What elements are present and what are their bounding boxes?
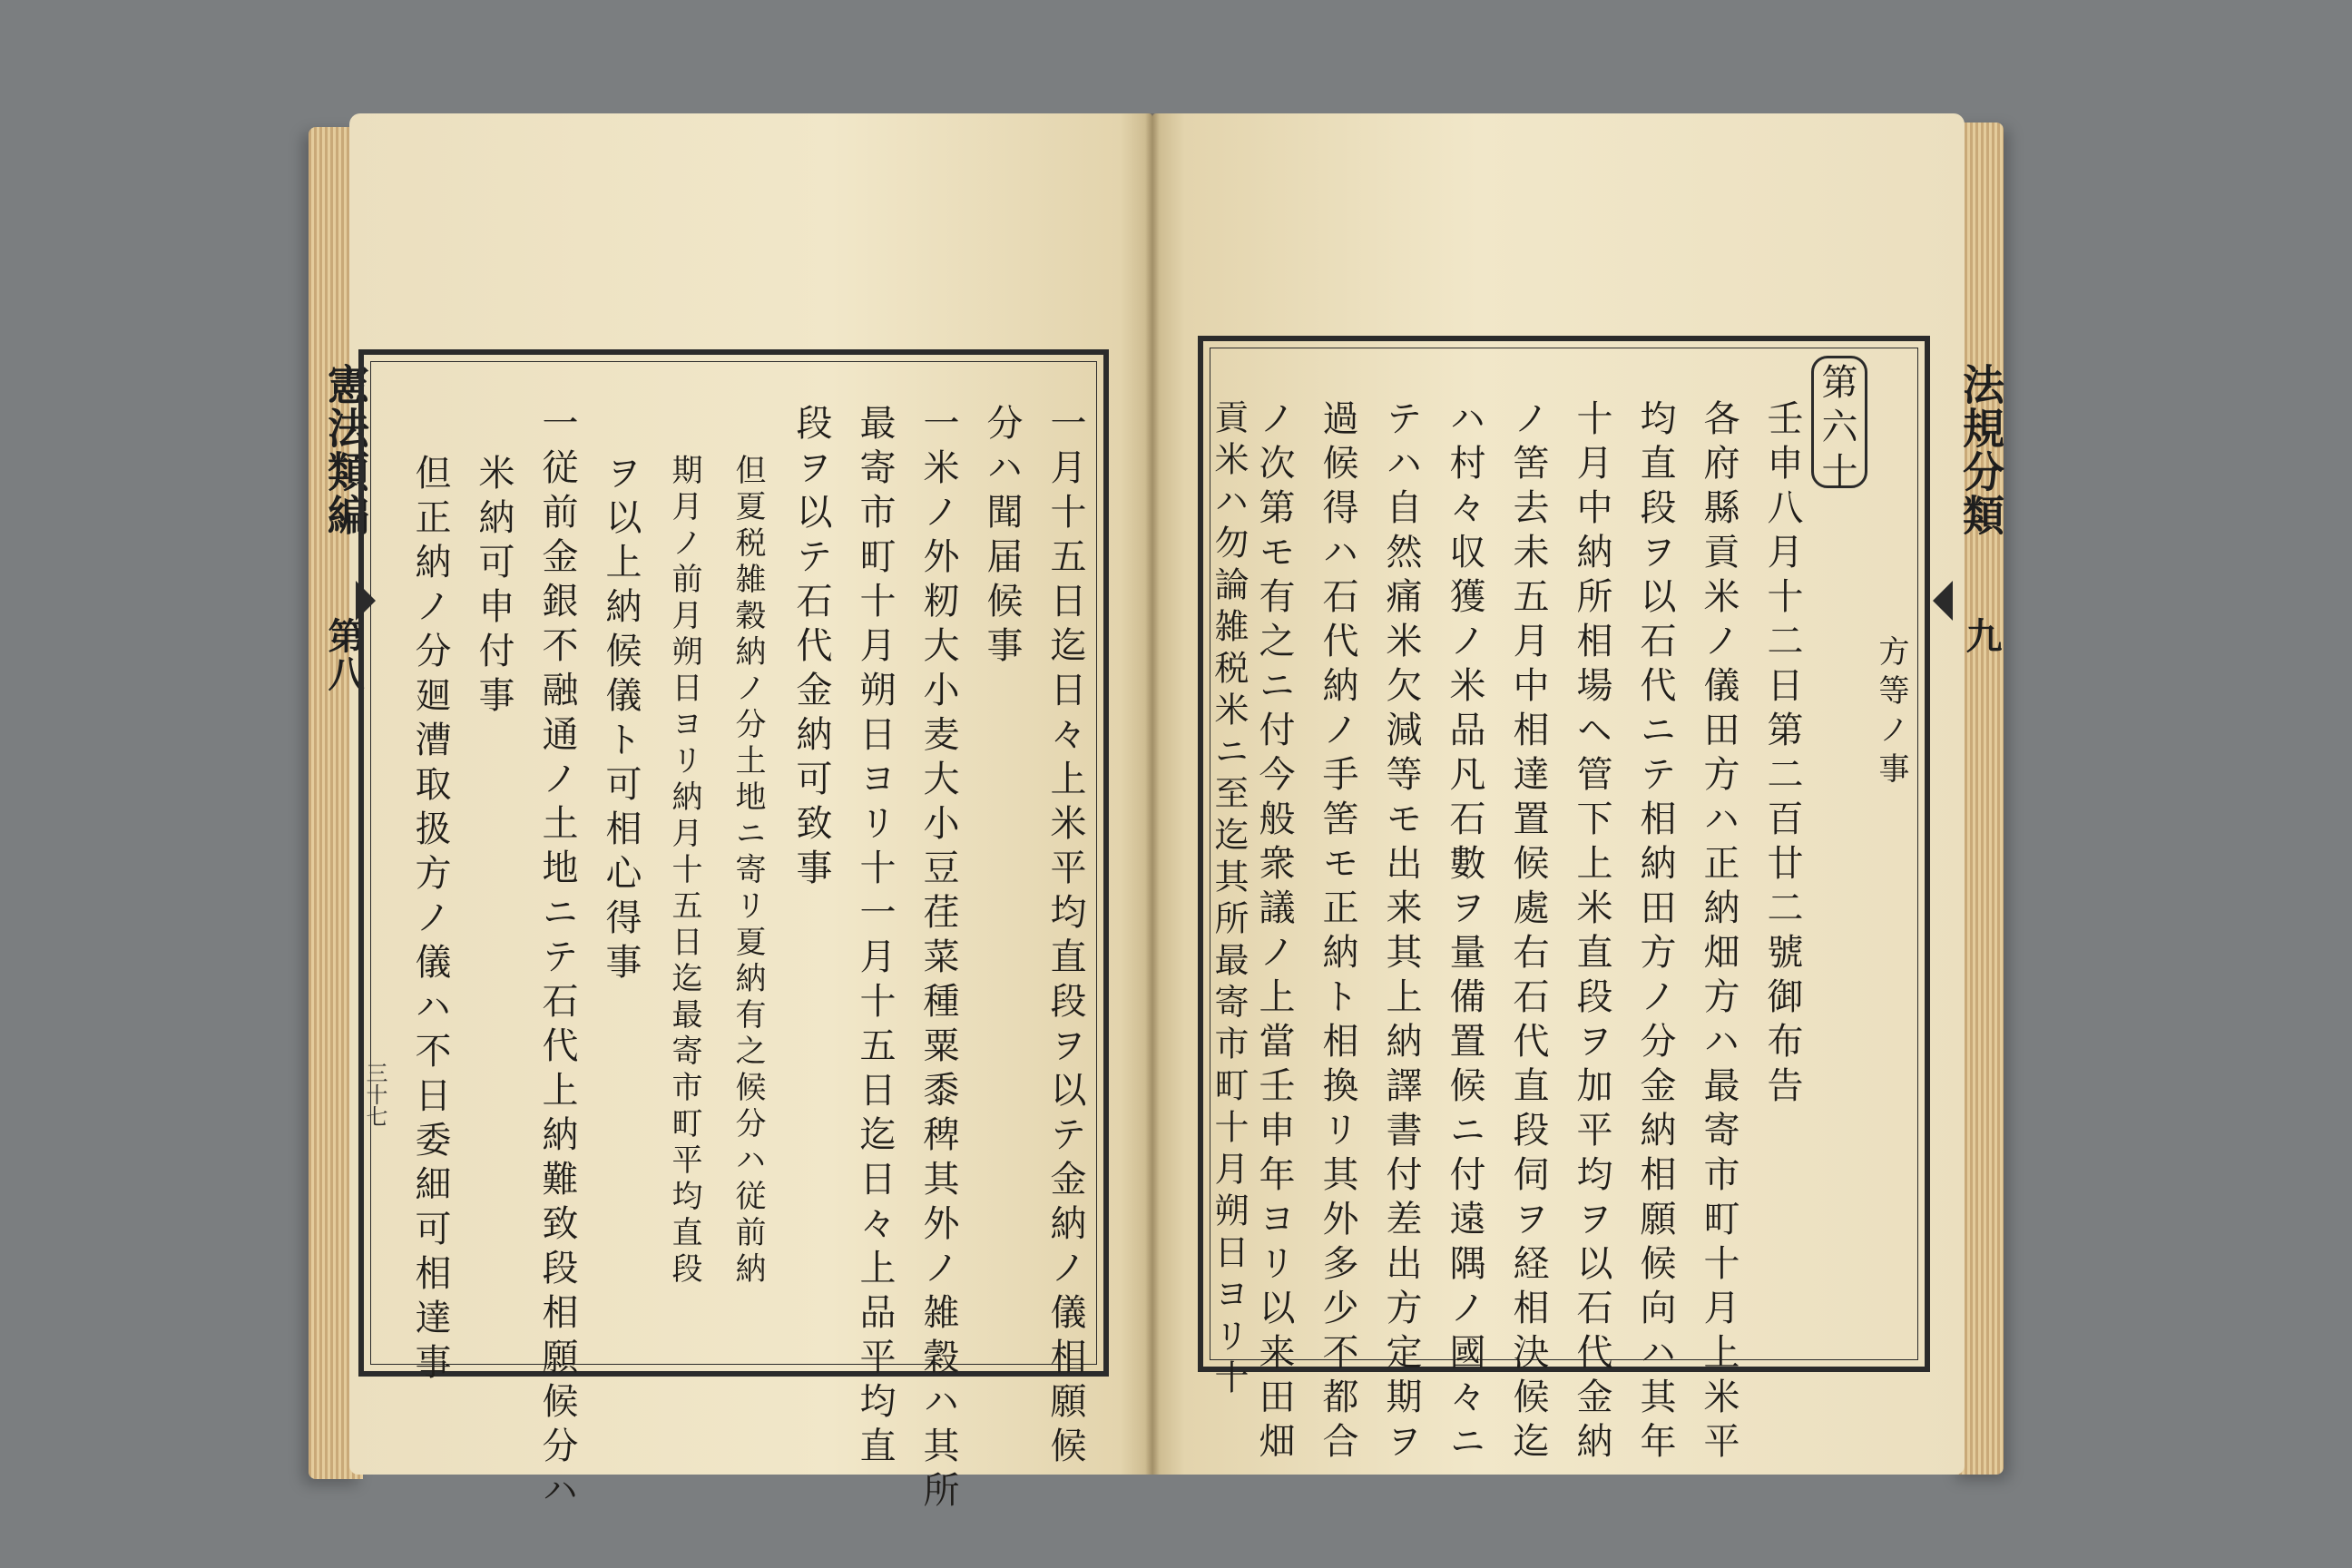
right-edge-title: 法規分類 [1956, 363, 2005, 537]
right-column-6: ハ村々収獲ノ米品凡石數ヲ量備置候ニ付遠隅ノ國々ニ [1444, 399, 1485, 1466]
left-column-5: 段ヲ以テ石代金納可致事 [790, 404, 832, 893]
left-column-4: 最寄市町十月朔日ヨリ十一月十五日迄日々上品平均直 [854, 404, 896, 1471]
left-folio-number: 三十七 [362, 1062, 387, 1127]
right-column-top: 方等ノ事 [1873, 635, 1909, 791]
left-column-11: 但正納ノ分廻漕取扱方ノ儀ハ不日委細可相達事 [409, 454, 451, 1387]
right-column-2: 各府縣貢米ノ儀田方ハ正納畑方ハ最寄市町十月上米平 [1698, 399, 1740, 1466]
left-column-8: ヲ以上納候儀ト可相心得事 [600, 454, 642, 987]
left-column-1: 一月十五日迄日々上米平均直段ヲ以テ金納ノ儀相願候 [1044, 404, 1086, 1471]
left-column-3: 一米ノ外籾大小麦大小豆荏菜種粟黍稗其外ノ雑穀ハ其所 [917, 404, 959, 1515]
left-column-9: 一従前金銀不融通ノ土地ニテ石代上納難致段相願候分ハ [536, 404, 578, 1515]
right-column-3: 均直段ヲ以石代ニテ相納田方ノ分金納相願候向ハ其年 [1634, 399, 1676, 1466]
section-label: 第六十 [1816, 363, 1857, 496]
left-column-10: 米納可申付事 [473, 454, 514, 720]
left-column-7: 期月ノ前月朔日ヨリ納月十五日迄最寄市町平均直段 [666, 454, 702, 1289]
right-column-1: 壬申八月十二日第二百廿二號御布告 [1761, 399, 1803, 1111]
right-column-5: ノ筈去未五月中相達置候處右石代直段伺ヲ経相決候迄 [1507, 399, 1549, 1466]
right-column-10: 貢米ハ勿論雑税米ニ至迄其所最寄市町十月朔日ヨリ十 [1209, 399, 1249, 1401]
right-fishtail-icon [1933, 581, 1953, 621]
left-column-2: 分ハ聞届候事 [981, 404, 1023, 671]
book-gutter [1145, 113, 1160, 1475]
left-column-6: 但夏税雑穀納ノ分土地ニ寄リ夏納有之候分ハ従前納 [730, 454, 766, 1289]
right-column-9: ノ次第モ有之ニ付今般衆議ノ上當壬申年ヨリ以来田畑 [1253, 399, 1295, 1466]
right-column-4: 十月中納所相場ヘ管下上米直段ヲ加平均ヲ以石代金納 [1571, 399, 1612, 1466]
left-edge-title: 憲法類編 [321, 363, 370, 537]
right-column-7: テハ自然痛米欠減等モ出来其上納譯書付差出方定期ヲ [1380, 399, 1422, 1466]
right-edge-volume: 九 [1960, 617, 2003, 655]
left-edge-volume: 第八 [322, 617, 365, 693]
right-column-8: 過候得ハ石代納ノ手筈モ正納ト相換リ其外多少不都合 [1317, 399, 1358, 1466]
